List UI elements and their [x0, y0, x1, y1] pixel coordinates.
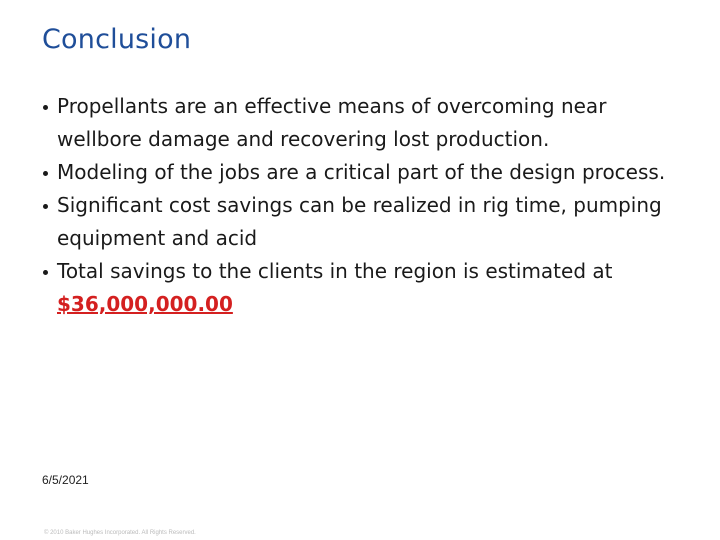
- bullet-text: Propellants are an effective means of overcoming near wellbore damage and recovering lost production.: [57, 94, 607, 151]
- bullet-item: [40, 90, 680, 156]
- savings-amount: $36,000,000.00: [57, 292, 233, 316]
- bullet-list: [40, 90, 680, 321]
- bullet-text: Modeling of the jobs are a critical part of the design process.: [57, 160, 666, 184]
- bullet-dot-icon: [43, 204, 48, 209]
- bullet-text: Significant cost savings can be realized in rig time, pumping equipment and acid: [57, 193, 662, 250]
- slide-date: 6/5/2021: [42, 473, 89, 487]
- bullet-dot-icon: [43, 171, 48, 176]
- bullet-dot-icon: [43, 105, 48, 110]
- slide-title: Conclusion: [42, 24, 192, 55]
- bullet-item: [40, 156, 680, 189]
- copyright-notice: © 2010 Baker Hughes Incorporated. All Rights Reserved.: [44, 530, 196, 536]
- bullet-text: Total savings to the clients in the region is estimated at: [57, 259, 613, 283]
- bullet-item: [40, 255, 680, 321]
- bullet-dot-icon: [43, 270, 48, 275]
- bullet-item: [40, 189, 680, 255]
